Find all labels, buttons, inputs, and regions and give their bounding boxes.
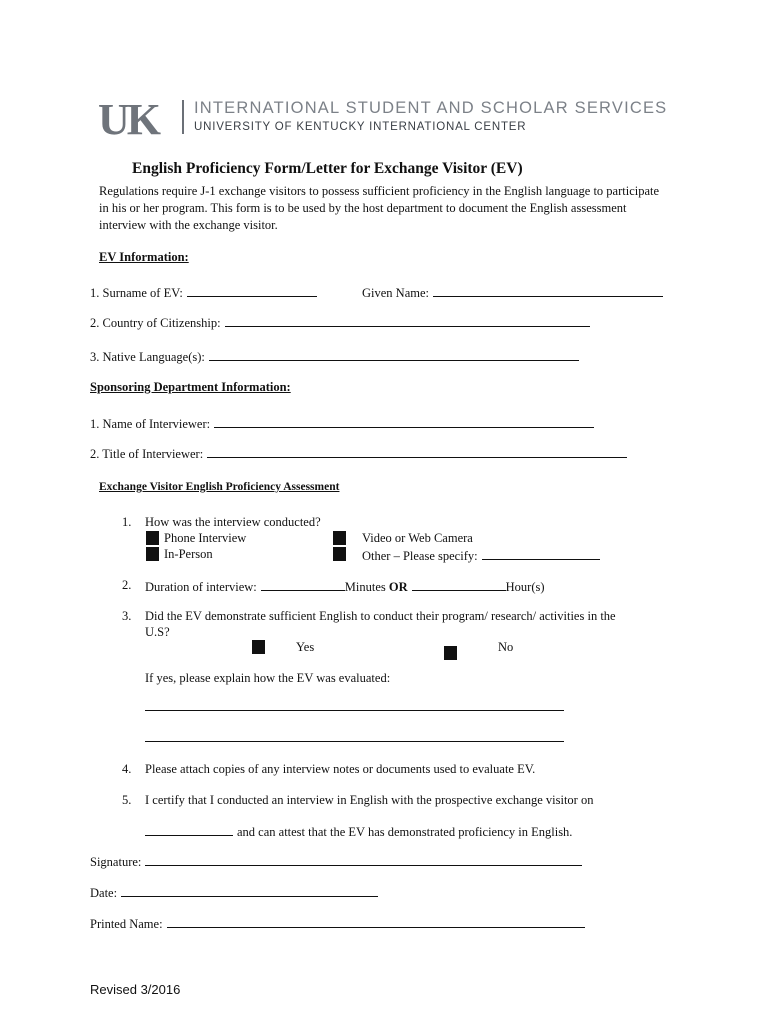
q2-number: 2. — [122, 578, 132, 592]
native-language-field[interactable] — [209, 348, 579, 361]
other-label: Other – Please specify: — [362, 549, 478, 563]
q5-row-2 — [145, 823, 572, 840]
signature-label: Signature: — [90, 855, 142, 869]
date-row — [90, 884, 378, 901]
surname-label: 1. Surname of EV: — [90, 286, 183, 300]
interviewer-name-row — [90, 415, 594, 432]
assessment-heading: Exchange Visitor English Proficiency Assessment — [99, 481, 340, 493]
yes-label: Yes — [296, 640, 315, 654]
printed-name-field[interactable] — [167, 915, 585, 928]
interview-date-field[interactable] — [145, 823, 233, 836]
date-field[interactable] — [121, 884, 378, 897]
given-name-row — [362, 284, 663, 301]
other-row — [362, 547, 600, 564]
yes-checkbox[interactable] — [252, 640, 265, 654]
printed-name-label: Printed Name: — [90, 917, 163, 931]
ev-info-heading: EV Information: — [99, 250, 189, 264]
no-label: No — [498, 640, 514, 654]
interviewer-title-row — [90, 445, 627, 462]
q1-number: 1. — [122, 515, 132, 529]
signature-field[interactable] — [145, 853, 582, 866]
explain-line-1[interactable] — [145, 710, 564, 711]
printed-name-row — [90, 915, 585, 932]
form-title: English Proficiency Form/Letter for Exchange Visitor (EV) — [132, 160, 523, 177]
phone-checkbox[interactable] — [146, 531, 159, 545]
revision-note: Revised 3/2016 — [90, 982, 181, 997]
q2-text: Duration of interview: — [145, 580, 257, 594]
surname-field[interactable] — [187, 284, 317, 297]
other-checkbox[interactable] — [333, 547, 346, 561]
uk-logo — [98, 98, 168, 138]
or-label: OR — [388, 580, 408, 594]
logo-separator — [182, 100, 184, 134]
org-subname: UNIVERSITY OF KENTUCKY INTERNATIONAL CENTER — [194, 121, 527, 133]
phone-label: Phone Interview — [164, 531, 247, 545]
no-checkbox[interactable] — [444, 646, 457, 660]
signature-row — [90, 853, 582, 870]
given-name-label: Given Name: — [362, 286, 429, 300]
q5-number: 5. — [122, 793, 132, 807]
country-field[interactable] — [225, 314, 590, 327]
hours-field[interactable] — [412, 578, 506, 591]
interviewer-title-field[interactable] — [207, 445, 627, 458]
country-row — [90, 314, 590, 331]
org-name: INTERNATIONAL STUDENT AND SCHOLAR SERVICES — [194, 99, 668, 117]
explain-line-2[interactable] — [145, 741, 564, 742]
q5-text-line2: and can attest that the EV has demonstrated proficiency in English. — [237, 825, 573, 839]
q3-text-line1: Did the EV demonstrate sufficient English to conduct their program/ research/ activities in the — [145, 609, 616, 623]
q2-row — [145, 578, 545, 595]
q4-number: 4. — [122, 762, 132, 776]
in-person-checkbox[interactable] — [146, 547, 159, 561]
in-person-label: In-Person — [164, 547, 213, 561]
logo-text: UK — [98, 98, 158, 138]
surname-row — [90, 284, 317, 301]
minutes-field[interactable] — [261, 578, 345, 591]
q3-number: 3. — [122, 609, 132, 623]
sponsor-heading: Sponsoring Department Information: — [90, 380, 291, 394]
hours-label: Hour(s) — [505, 580, 545, 594]
q5-text-line1: I certify that I conducted an interview in English with the prospective exchange visitor on — [145, 793, 594, 807]
intro-paragraph: Regulations require J-1 exchange visitors to possess sufficient proficiency in the English language to participate in his or her program. This form is to be used by the host department to document the English assessment interview with the exchange visitor. — [99, 184, 660, 232]
other-specify-field[interactable] — [482, 547, 600, 560]
explain-label: If yes, please explain how the EV was evaluated: — [145, 671, 391, 685]
minutes-label: Minutes — [344, 580, 386, 594]
q1-text: How was the interview conducted? — [145, 515, 321, 529]
interviewer-name-field[interactable] — [214, 415, 594, 428]
q3-text-line2: U.S? — [145, 625, 170, 639]
native-language-row — [90, 348, 579, 365]
native-language-label: 3. Native Language(s): — [90, 350, 205, 364]
date-label: Date: — [90, 886, 118, 900]
interviewer-name-label: 1. Name of Interviewer: — [90, 417, 211, 431]
given-name-field[interactable] — [433, 284, 663, 297]
country-label: 2. Country of Citizenship: — [90, 316, 221, 330]
video-label: Video or Web Camera — [362, 531, 473, 545]
q4-text: Please attach copies of any interview notes or documents used to evaluate EV. — [145, 762, 536, 776]
video-checkbox[interactable] — [333, 531, 346, 545]
interviewer-title-label: 2. Title of Interviewer: — [90, 447, 204, 461]
